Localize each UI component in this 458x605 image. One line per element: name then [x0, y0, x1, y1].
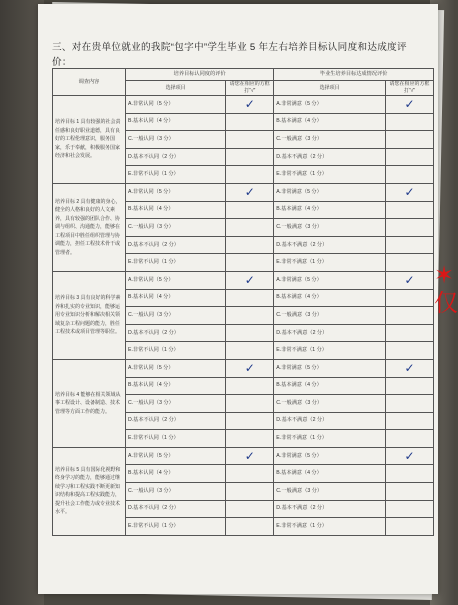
recognition-checkbox[interactable] [226, 148, 274, 166]
achievement-checkbox[interactable] [386, 465, 434, 483]
achievement-option [274, 236, 386, 254]
recognition-checkbox[interactable] [226, 412, 274, 430]
achievement-checkbox[interactable] [386, 518, 434, 536]
option-label: B.基本认同（4 分） [127, 382, 174, 389]
achievement-checkbox[interactable] [386, 236, 434, 254]
option-label: D.基本不满意（2 分） [276, 417, 328, 424]
checkmark-icon: ✓ [404, 184, 415, 199]
recognition-option [125, 183, 225, 201]
option-label: C.一般认同（3 分） [127, 135, 174, 142]
achievement-checkbox[interactable] [386, 148, 434, 166]
header-survey-content: 调查内容 [53, 69, 126, 96]
achievement-checkbox[interactable] [386, 183, 434, 201]
checkmark-icon: ✓ [244, 184, 255, 199]
recognition-option [125, 254, 225, 272]
recognition-option [125, 113, 225, 131]
option-label: E.非常不满意（1 分） [276, 435, 327, 442]
recognition-option [125, 324, 225, 342]
achievement-checkbox[interactable] [386, 483, 434, 501]
option-label: B.基本满意（4 分） [276, 206, 322, 213]
achievement-option [274, 219, 386, 237]
option-label: C.一般满意（3 分） [276, 223, 323, 230]
checkmark-icon: ✓ [244, 360, 255, 375]
achievement-option [274, 500, 386, 518]
header-achievement-group: 毕业生培养目标达成情况评价 [274, 69, 434, 81]
achievement-option [274, 183, 386, 201]
checkmark-icon: ✓ [244, 448, 255, 463]
achievement-option [274, 447, 386, 465]
achievement-checkbox[interactable] [386, 359, 434, 377]
recognition-checkbox[interactable] [226, 395, 274, 413]
recognition-checkbox[interactable] [226, 183, 274, 201]
recognition-checkbox[interactable] [226, 430, 274, 448]
recognition-option [125, 166, 225, 184]
checkmark-icon: ✓ [404, 448, 415, 463]
option-label: C.一般认同（3 分） [127, 399, 174, 406]
recognition-option [125, 201, 225, 219]
recognition-option [125, 271, 225, 289]
table-row [53, 447, 434, 465]
achievement-option [274, 96, 386, 114]
recognition-checkbox[interactable] [226, 342, 274, 360]
achievement-checkbox[interactable] [386, 395, 434, 413]
option-label: D.基本不满意（2 分） [276, 505, 328, 512]
section-heading: 三、对在贵单位就业的我院“包字中”学生毕业 5 年左右培养目标认同度和达成度评价： [52, 42, 407, 68]
option-label: D.基本不满意（2 分） [276, 241, 328, 248]
achievement-option [274, 254, 386, 272]
recognition-option [125, 430, 225, 448]
option-label: B.基本满意（4 分） [276, 118, 322, 125]
header-recognition-group: 培养目标认同度的评价 [125, 69, 273, 81]
achievement-checkbox[interactable] [386, 447, 434, 465]
recognition-option [125, 236, 225, 254]
checkmark-icon: ✓ [404, 272, 415, 287]
recognition-checkbox[interactable] [226, 131, 274, 149]
option-label: D.基本不认同（2 分） [127, 329, 179, 336]
recognition-checkbox[interactable] [226, 307, 274, 325]
achievement-checkbox[interactable] [386, 307, 434, 325]
achievement-checkbox[interactable] [386, 254, 434, 272]
table-row [53, 359, 434, 377]
option-label: C.一般满意（3 分） [276, 399, 323, 406]
achievement-option [274, 377, 386, 395]
recognition-checkbox[interactable] [226, 113, 274, 131]
achievement-option [274, 395, 386, 413]
option-label: B.基本满意（4 分） [276, 294, 322, 301]
recognition-checkbox[interactable] [226, 201, 274, 219]
checkmark-icon: ✓ [244, 96, 255, 111]
recognition-checkbox[interactable] [226, 166, 274, 184]
recognition-checkbox[interactable] [226, 518, 274, 536]
option-label: E.非常不认同（1 分） [127, 347, 179, 354]
option-label: A.非常认同（5 分） [127, 276, 174, 283]
objective-description: 培养目标 5 具有国际化视野和终身学习的能力，能够通过继续学习和工程实践不断更新知识结构和提高工程实践能力，提升社会工作能力或专业技术水平。 [53, 447, 126, 535]
option-label: A.非常满意（5 分） [276, 188, 322, 195]
objective-description: 培养目标 4 能够在相关领域从事工程设计、设备制造、技术管理等方面工作的能力。 [53, 359, 126, 447]
recognition-checkbox[interactable] [226, 236, 274, 254]
achievement-checkbox[interactable] [386, 377, 434, 395]
achievement-checkbox[interactable] [386, 201, 434, 219]
option-label: E.非常不满意（1 分） [276, 523, 327, 530]
objective-description: 培养目标 3 具有良好的科学素养和扎实的专业知识，能够运用专业知识分析和解决相关领域复杂工程问题的能力，胜任工程技术或项目管理等职位。 [53, 271, 126, 359]
recognition-option [125, 483, 225, 501]
recognition-option [125, 500, 225, 518]
option-label: C.一般满意（3 分） [276, 487, 323, 494]
recognition-option [125, 219, 225, 237]
achievement-option [274, 483, 386, 501]
achievement-option [274, 271, 386, 289]
recognition-option [125, 342, 225, 360]
achievement-checkbox[interactable] [386, 412, 434, 430]
recognition-checkbox[interactable] [226, 324, 274, 342]
achievement-checkbox[interactable] [386, 166, 434, 184]
recognition-checkbox[interactable] [226, 289, 274, 307]
checkmark-icon: ✓ [404, 360, 415, 375]
recognition-option [125, 289, 225, 307]
recognition-checkbox[interactable] [226, 465, 274, 483]
recognition-checkbox[interactable] [226, 254, 274, 272]
option-label: E.非常不认同（1 分） [127, 259, 179, 266]
table-row [53, 271, 434, 289]
achievement-option [274, 201, 386, 219]
achievement-checkbox[interactable] [386, 324, 434, 342]
header-mark: 请您在相应的方框打“√” [226, 81, 274, 96]
achievement-option [274, 324, 386, 342]
achievement-option [274, 166, 386, 184]
header-choice: 选择项目 [125, 81, 225, 96]
option-label: A.非常认同（5 分） [127, 364, 174, 371]
option-label: C.一般满意（3 分） [276, 135, 323, 142]
recognition-option [125, 377, 225, 395]
option-label: E.非常不满意（1 分） [276, 347, 327, 354]
achievement-option [274, 465, 386, 483]
recognition-checkbox[interactable] [226, 500, 274, 518]
option-label: A.非常满意（5 分） [276, 364, 322, 371]
achievement-checkbox[interactable] [386, 113, 434, 131]
achievement-option [274, 148, 386, 166]
recognition-checkbox[interactable] [226, 96, 274, 114]
achievement-option [274, 113, 386, 131]
achievement-checkbox[interactable] [386, 342, 434, 360]
achievement-option [274, 289, 386, 307]
achievement-option [274, 518, 386, 536]
header-choice-2: 选择项目 [274, 81, 386, 96]
achievement-checkbox[interactable] [386, 96, 434, 114]
recognition-checkbox[interactable] [226, 377, 274, 395]
option-label: B.基本认同（4 分） [127, 118, 174, 125]
option-label: D.基本不认同（2 分） [127, 417, 179, 424]
achievement-checkbox[interactable] [386, 271, 434, 289]
option-label: B.基本满意（4 分） [276, 382, 322, 389]
achievement-checkbox[interactable] [386, 500, 434, 518]
achievement-option [274, 412, 386, 430]
option-label: C.一般满意（3 分） [276, 311, 323, 318]
option-label: E.非常不认同（1 分） [127, 435, 179, 442]
option-label: B.基本认同（4 分） [127, 206, 174, 213]
recognition-option [125, 131, 225, 149]
option-label: A.非常认同（5 分） [127, 188, 174, 195]
objective-description: 培养目标 1 具有较强的社会责任感和良好职业道德，具有良好的工程伦理意识，服务国家，乐于奉献，积极服务国家经济和社会发展。 [53, 96, 126, 184]
checkmark-icon: ✓ [404, 96, 415, 111]
option-label: B.基本认同（4 分） [127, 294, 174, 301]
option-label: B.基本满意（4 分） [276, 470, 322, 477]
achievement-checkbox[interactable] [386, 219, 434, 237]
option-label: C.一般认同（3 分） [127, 487, 174, 494]
evaluation-table [52, 68, 434, 536]
option-label: A.非常满意（5 分） [276, 276, 322, 283]
recognition-checkbox[interactable] [226, 359, 274, 377]
recognition-option [125, 465, 225, 483]
objective-description: 培养目标 2 具有健康的身心，健全的人格和良好的人文素养，具有较强的团队合作、协调与组织、沟通能力，能够在工程项目中胜任组织管理与协调能力，担任工程技术骨干或管理者。 [53, 183, 126, 271]
option-label: D.基本不认同（2 分） [127, 153, 179, 160]
recognition-checkbox[interactable] [226, 483, 274, 501]
recognition-option [125, 395, 225, 413]
checkmark-icon: ✓ [244, 272, 255, 287]
option-label: A.非常满意（5 分） [276, 100, 322, 107]
achievement-checkbox[interactable] [386, 131, 434, 149]
option-label: E.非常不认同（1 分） [127, 171, 179, 178]
option-label: E.非常不满意（1 分） [276, 259, 327, 266]
option-label: D.基本不认同（2 分） [127, 505, 179, 512]
recognition-option [125, 447, 225, 465]
option-label: E.非常不认同（1 分） [127, 523, 179, 530]
achievement-checkbox[interactable] [386, 430, 434, 448]
achievement-checkbox[interactable] [386, 289, 434, 307]
recognition-option [125, 96, 225, 114]
achievement-option [274, 307, 386, 325]
survey-sheet [38, 4, 438, 594]
recognition-checkbox[interactable] [226, 271, 274, 289]
achievement-option [274, 359, 386, 377]
option-label: B.基本认同（4 分） [127, 470, 174, 477]
option-label: E.非常不满意（1 分） [276, 171, 327, 178]
recognition-option [125, 518, 225, 536]
option-label: D.基本不满意（2 分） [276, 153, 328, 160]
header-mark-2: 请您在相应的方框打“√” [386, 81, 434, 96]
option-label: D.基本不认同（2 分） [127, 241, 179, 248]
recognition-option [125, 148, 225, 166]
option-label: A.非常认同（5 分） [127, 452, 174, 459]
recognition-option [125, 307, 225, 325]
table-row [53, 96, 434, 114]
option-label: A.非常满意（5 分） [276, 452, 322, 459]
table-row [53, 183, 434, 201]
achievement-option [274, 342, 386, 360]
recognition-option [125, 412, 225, 430]
option-label: C.一般认同（3 分） [127, 311, 174, 318]
recognition-checkbox[interactable] [226, 219, 274, 237]
option-label: D.基本不满意（2 分） [276, 329, 328, 336]
achievement-option [274, 131, 386, 149]
achievement-option [274, 430, 386, 448]
option-label: A.非常认同（5 分） [127, 100, 174, 107]
red-stamp: ✶ 仅 [434, 262, 458, 317]
recognition-checkbox[interactable] [226, 447, 274, 465]
recognition-option [125, 359, 225, 377]
option-label: C.一般认同（3 分） [127, 223, 174, 230]
